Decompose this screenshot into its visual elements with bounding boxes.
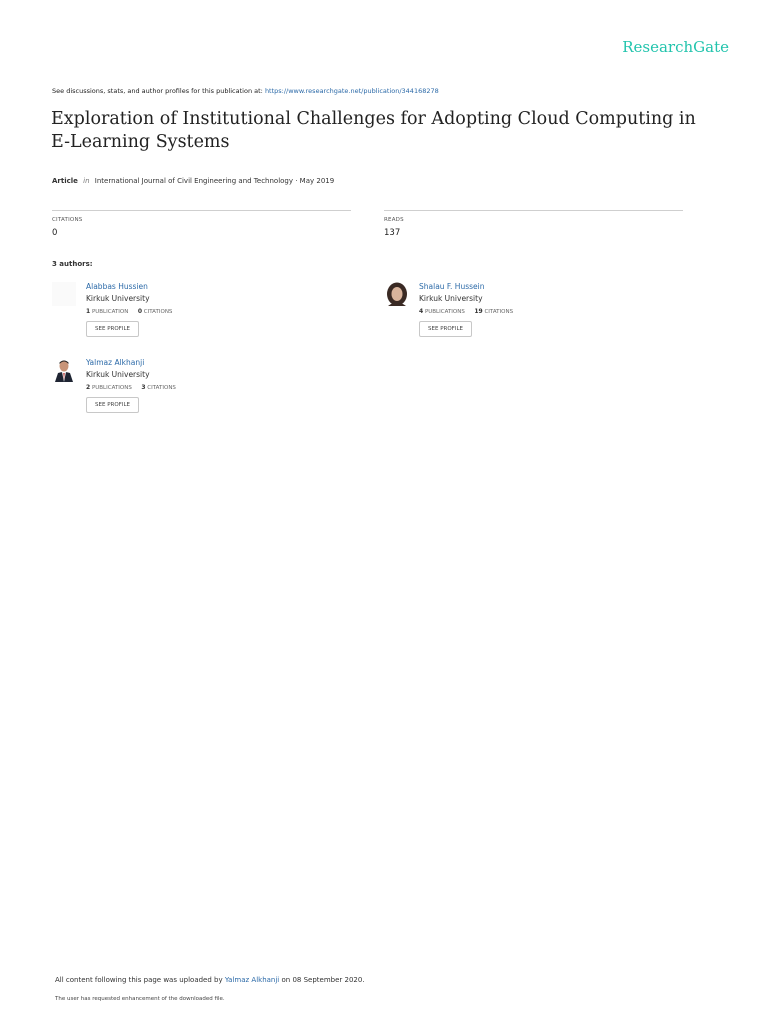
avatar-placeholder[interactable]: [52, 282, 76, 306]
in-label: in: [83, 177, 90, 185]
citations-label: CITATIONS: [484, 309, 514, 315]
author-institution: Kirkuk University: [86, 294, 150, 303]
author-institution: Kirkuk University: [419, 294, 483, 303]
publications-label: PUBLICATIONS: [424, 309, 465, 315]
author-info: [419, 282, 513, 337]
author-institution: Kirkuk University: [86, 370, 150, 379]
uploader-link[interactable]: Yalmaz Alkhanji: [224, 976, 280, 984]
citations-count: 19: [474, 308, 483, 315]
citations-count: 0: [137, 308, 143, 315]
see-profile-button[interactable]: SEE PROFILE: [86, 397, 139, 413]
journal-name[interactable]: International Journal of Civil Engineering and Technology · May 2019: [94, 177, 335, 185]
citations-count: 3: [141, 384, 146, 391]
upload-prefix: All content following this page was uploaded by: [55, 976, 223, 984]
publication-link[interactable]: https://www.researchgate.net/publication/344168278: [264, 87, 439, 95]
discussion-prefix: See discussions, stats, and author profiles for this publication at:: [52, 87, 263, 95]
publication-title: Exploration of Institutional Challenges for Adopting Cloud Computing in E-Learning Systems: [51, 109, 696, 152]
publications-count: 4: [419, 308, 424, 315]
citations-label: CITATIONS: [143, 309, 173, 315]
author-card: [385, 282, 665, 352]
upload-note: [55, 976, 365, 984]
authors-heading: 3 authors:: [52, 260, 93, 268]
citations-value: 0: [52, 228, 58, 238]
author-info: [86, 358, 176, 413]
upload-suffix: on 08 September 2020.: [281, 976, 365, 984]
author-stats: [419, 308, 513, 315]
publications-count: 1: [86, 308, 91, 315]
author-name[interactable]: Shalau F. Hussein: [419, 282, 485, 291]
publication-meta: [52, 177, 334, 185]
publication-type: Article: [52, 177, 78, 185]
avatar[interactable]: [52, 358, 76, 382]
reads-stat: [384, 210, 683, 238]
author-name[interactable]: Alabbas Hussien: [86, 282, 148, 291]
author-name[interactable]: Yalmaz Alkhanji: [86, 358, 145, 367]
publications-count: 2: [86, 384, 91, 391]
publications-label: PUBLICATION: [91, 309, 129, 315]
citations-label: CITATIONS: [147, 385, 176, 391]
author-card: [52, 282, 332, 352]
avatar[interactable]: [385, 282, 409, 306]
researchgate-logo[interactable]: ResearchGate: [622, 38, 729, 56]
author-card: [52, 358, 332, 428]
enhancement-note: The user has requested enhancement of the downloaded file.: [55, 996, 225, 1002]
see-profile-button[interactable]: SEE PROFILE: [86, 321, 139, 337]
reads-label: READS: [384, 217, 404, 223]
author-stats: [86, 308, 172, 315]
see-profile-button[interactable]: SEE PROFILE: [419, 321, 472, 337]
citations-label: CITATIONS: [52, 217, 83, 223]
discussion-line: [52, 87, 439, 95]
reads-value: 137: [384, 228, 401, 238]
citations-stat: [52, 210, 351, 238]
publications-label: PUBLICATIONS: [91, 385, 132, 391]
author-stats: [86, 384, 176, 391]
author-info: [86, 282, 172, 337]
